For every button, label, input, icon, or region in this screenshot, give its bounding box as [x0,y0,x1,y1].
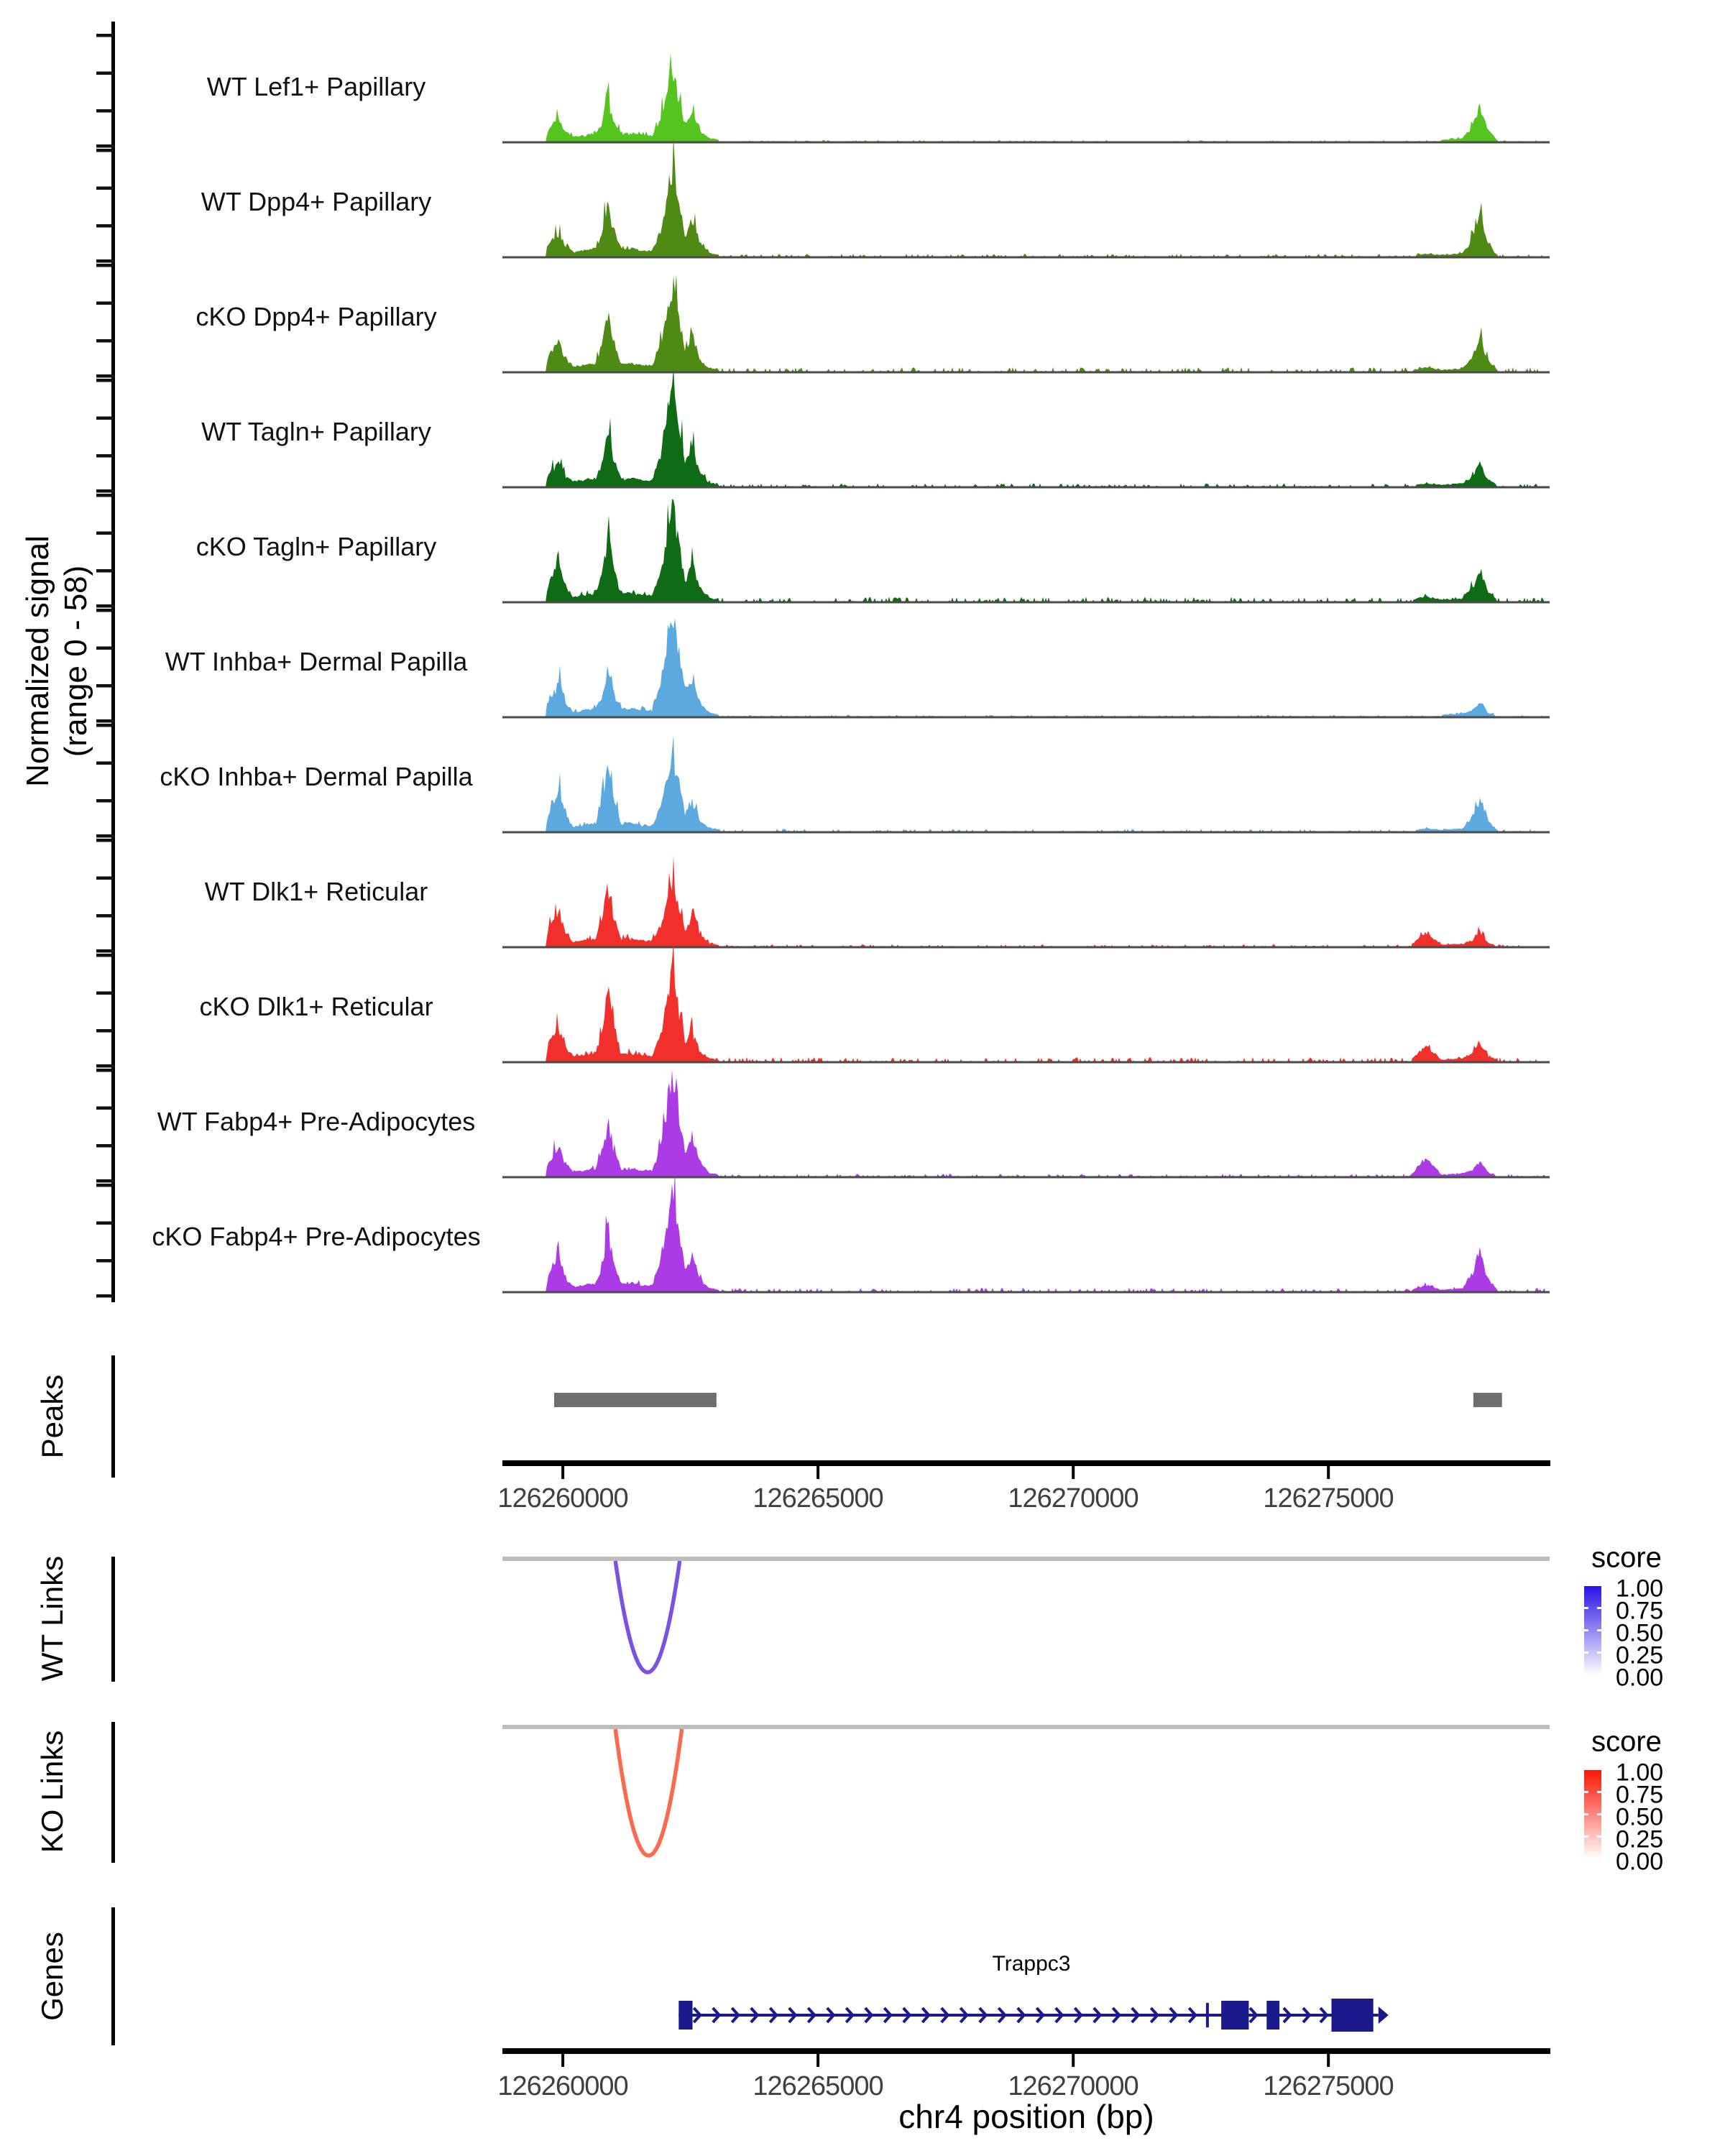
y-axis-label-line1: Normalized signal [20,535,56,787]
x-axis-tick-peaks [1072,1466,1075,1479]
y-axis-tick [96,569,114,573]
y-axis-tick [96,719,114,723]
x-tick-label-genes-4: 126275000 [1263,2071,1394,2101]
gene-exon-4 [1332,1999,1374,2032]
y-axis-tick [96,1179,114,1183]
ko-score-legend-label-5: 0.00 [1616,1848,1664,1876]
ko-score-legend-label-4: 0.25 [1616,1825,1664,1853]
wt-links-topline [502,1557,1550,1561]
wt-link-arc [615,1561,680,1672]
y-axis-tick [96,109,114,113]
y-axis-tick [96,1259,114,1263]
track-baseline-9 [502,1061,1550,1064]
y-axis-tick [96,799,114,803]
wt-score-legend-title: score [1591,1542,1662,1574]
x-axis-tick-genes [1327,2054,1330,2067]
y-axis-tick [96,149,114,152]
coverage-area-8 [507,856,1545,947]
track-baseline-3 [502,372,1550,374]
y-axis-tick [96,224,114,228]
coverage-y-axis-line [111,22,115,1302]
track-label-8: WT Dlk1+ Reticular [204,877,428,906]
track-label-4: WT Tagln+ Papillary [201,417,431,446]
gene-exon-2 [1221,2001,1248,2030]
x-tick-label-peaks-1: 126260000 [497,1483,628,1514]
y-axis-tick [96,877,114,880]
section-label-ko-links: KO Links [35,1730,69,1853]
y-axis-tick [96,34,114,37]
section-label-genes: Genes [35,1932,69,2021]
x-axis-tick-peaks [561,1466,564,1479]
x-tick-label-peaks-3: 126270000 [1008,1483,1138,1514]
track-label-7: cKO Inhba+ Dermal Papilla [160,762,473,791]
track-baseline-10 [502,1176,1550,1179]
wt-score-legend-label-4: 0.25 [1616,1641,1664,1669]
y-axis-tick [96,72,114,75]
track-label-10: WT Fabp4+ Pre-Adipocytes [157,1107,476,1136]
section-label-peaks: Peaks [35,1374,69,1459]
y-axis-tick [96,259,114,263]
wt-score-legend-label-3: 0.50 [1616,1619,1664,1647]
y-axis-tick [96,954,114,957]
coverage-area-4 [507,368,1545,487]
x-tick-label-peaks-4: 126275000 [1263,1483,1394,1514]
x-axis-tick-genes [561,2054,564,2067]
x-tick-label-peaks-2: 126265000 [753,1483,883,1514]
y-axis-label-line2: (range 0 - 58) [58,565,93,757]
track-label-9: cKO Dlk1+ Reticular [199,992,433,1021]
coverage-area-2 [507,137,1545,257]
y-axis-tick [96,604,114,608]
y-axis-label [19,535,96,787]
y-axis-tick [96,684,114,688]
ko-score-gradient-bar [1584,1770,1601,1859]
wt-score-legend-label-2: 0.75 [1616,1597,1664,1625]
coverage-area-10 [507,1070,1545,1177]
wt-score-legend-label-5: 0.00 [1616,1664,1664,1692]
x-axis-tick-peaks [816,1466,819,1479]
coverage-area-6 [507,618,1545,717]
ko-links-topline [502,1725,1550,1729]
track-baseline-8 [502,946,1550,949]
wt-links-bracket [111,1557,115,1682]
gene-exon-3 [1266,2001,1279,2030]
ko-score-legend-label-3: 0.50 [1616,1803,1664,1831]
y-axis-tick [96,609,114,612]
y-axis-tick [96,489,114,493]
x-axis-tick-genes [816,2054,819,2067]
track-baseline-4 [502,487,1550,489]
y-axis-tick [96,762,114,765]
gene-end-arrow [1379,2007,1389,2024]
ko-score-legend-title: score [1591,1726,1662,1758]
y-axis-tick [96,1064,114,1068]
peak-interval-1 [554,1393,717,1407]
y-axis-tick [96,647,114,650]
y-axis-tick [96,1107,114,1110]
track-label-1: WT Lef1+ Papillary [206,72,426,101]
y-axis-tick [96,494,114,497]
y-axis-tick [96,302,114,305]
coverage-area-1 [507,53,1545,142]
track-baseline-11 [502,1291,1550,1294]
y-axis-tick [96,1294,114,1298]
x-tick-label-genes-2: 126265000 [753,2071,883,2101]
ko-score-legend-label-1: 1.00 [1616,1759,1664,1787]
x-axis-title: chr4 position (bp) [898,2098,1154,2135]
y-axis-tick [96,949,114,953]
coverage-area-7 [507,735,1545,832]
coverage-area-3 [507,274,1545,372]
track-baseline-2 [502,257,1550,259]
x-tick-label-genes-3: 126270000 [1008,2071,1138,2101]
ko-links-bracket [111,1722,115,1863]
y-axis-tick [96,724,114,727]
y-axis-tick [96,839,114,842]
wt-score-legend-label-1: 1.00 [1616,1575,1664,1603]
y-axis-tick [96,1144,114,1148]
y-axis-tick [96,374,114,378]
track-baseline-6 [502,717,1550,719]
y-axis-tick [96,264,114,267]
y-axis-tick [96,187,114,190]
track-label-6: WT Inhba+ Dermal Papilla [165,647,468,676]
y-axis-tick [96,992,114,995]
peak-interval-2 [1473,1393,1502,1407]
x-axis-line-peaks [502,1460,1550,1466]
section-label-wt-links: WT Links [35,1555,69,1682]
y-axis-tick [96,532,114,535]
y-axis-tick [96,339,114,343]
coverage-area-5 [507,499,1545,602]
track-label-11: cKO Fabp4+ Pre-Adipocytes [152,1222,481,1251]
y-axis-tick [96,1029,114,1033]
gene-thin-exon-tick [1206,2003,1209,2027]
x-axis-line-genes [502,2048,1550,2054]
gene-name-label: Trappc3 [992,1952,1071,1976]
track-baseline-1 [502,142,1550,144]
track-label-2: WT Dpp4+ Papillary [201,187,432,216]
y-axis-tick [96,454,114,458]
y-axis-tick [96,1069,114,1072]
coverage-area-11 [507,1171,1545,1292]
track-label-3: cKO Dpp4+ Papillary [196,302,437,331]
y-axis-tick [96,1222,114,1225]
coverage-area-9 [507,941,1545,1062]
y-axis-tick [96,834,114,838]
ko-link-arc [615,1729,681,1856]
y-axis-tick [96,417,114,420]
x-axis-tick-peaks [1327,1466,1330,1479]
y-axis-tick [96,914,114,918]
ko-score-legend-label-2: 0.75 [1616,1781,1664,1809]
y-axis-tick [96,144,114,148]
y-axis-tick [96,379,114,382]
y-axis-tick [96,1184,114,1187]
track-baseline-5 [502,602,1550,604]
peaks-bracket [111,1355,115,1478]
genes-bracket [111,1907,115,2045]
x-axis-tick-genes [1072,2054,1075,2067]
track-label-5: cKO Tagln+ Papillary [196,532,437,561]
x-tick-label-genes-1: 126260000 [497,2071,628,2101]
gene-exon-1 [678,2001,692,2030]
track-baseline-7 [502,831,1550,834]
wt-score-gradient-bar [1584,1586,1601,1675]
